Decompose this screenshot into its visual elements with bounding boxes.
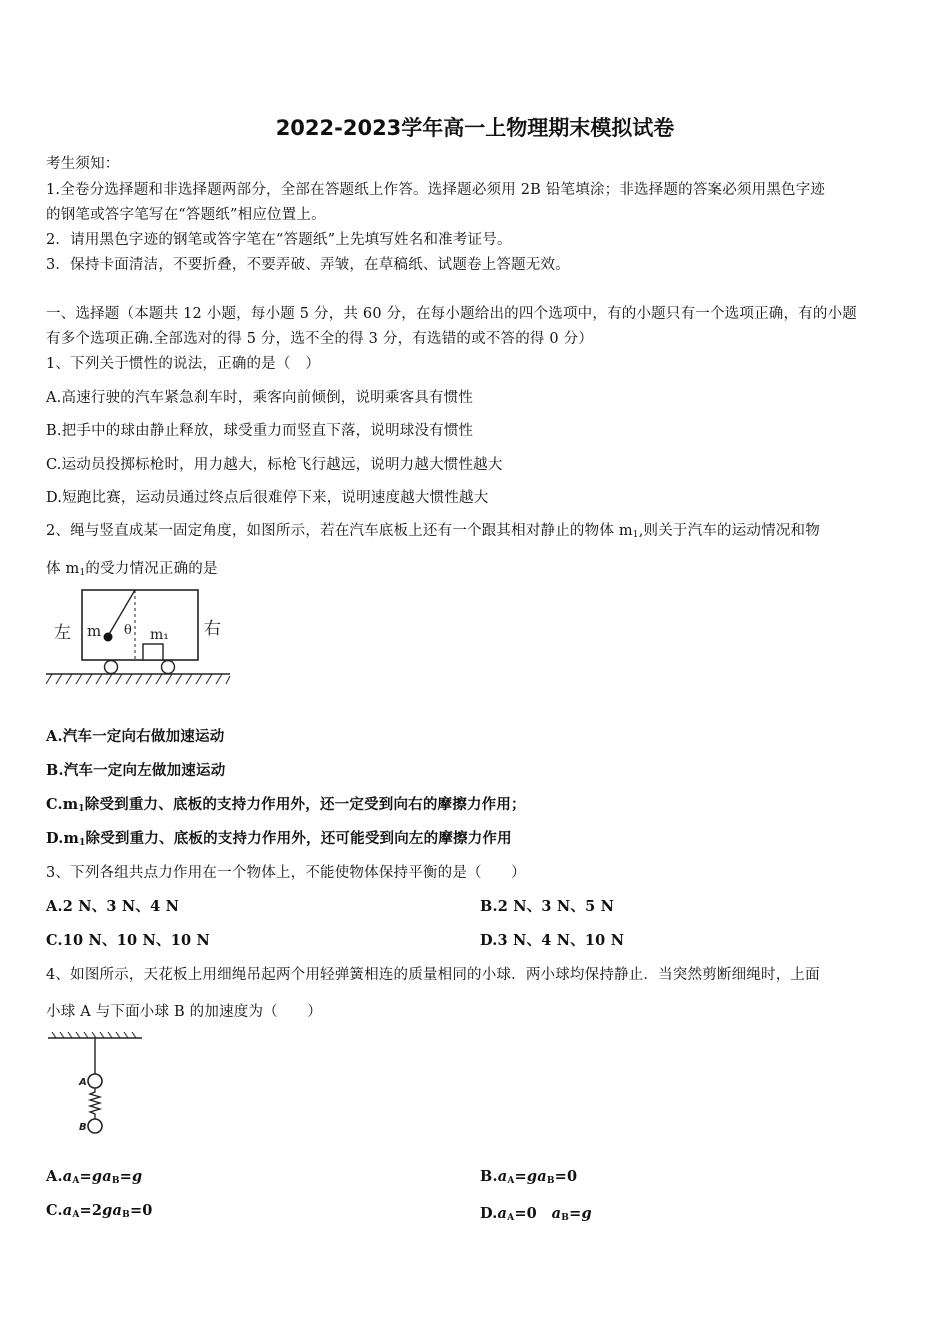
ground-hatch: [46, 674, 230, 684]
q1-stem: 1、下列关于惯性的说法，正确的是（ ）: [46, 356, 321, 372]
q1-option-a: A.高速行驶的汽车紧急刹车时，乘客向前倾倒，说明乘客具有惯性: [46, 390, 474, 406]
label-right: 右: [204, 619, 221, 639]
notice-item: 1.全卷分选择题和非选择题两部分，全部在答题纸上作答。选择题必须用 2B 铅笔填涂；非选择题的答案必须用黑色字迹: [46, 182, 826, 198]
label-b: B: [79, 1122, 87, 1133]
q4-option-a: $A.a_A=ga_B=g$: [46, 1168, 143, 1186]
notice-item: 的钢笔或答字笔写在“答题纸”相应位置上。: [46, 207, 326, 223]
q4-stem: 4、如图所示，天花板上用细绳吊起两个用轻弹簧相连的质量相同的小球．两小球均保持静止．当突然剪断细绳时，上面: [46, 967, 820, 983]
label-theta: θ: [124, 623, 132, 638]
q2-option-a: A.汽车一定向右做加速运动: [46, 728, 225, 745]
label-m1: m₁: [150, 627, 169, 643]
q1-option-c: C.运动员投掷标枪时，用力越大，标枪飞行越远，说明力越大惯性越大: [46, 457, 503, 473]
spring-balls-figure: [44, 1030, 148, 1140]
section-instructions: 一、选择题（本题共 12 小题，每小题 5 分，共 60 分，在每小题给出的四个选项中，有的小题只有一个选项正确，有的小题: [46, 306, 857, 322]
q3-row: [46, 929, 916, 950]
notice-item: 2．请用黑色字迹的钢笔或答字笔在“答题纸”上先填写姓名和准考证号。: [46, 232, 512, 248]
car-pendulum-figure: [44, 586, 234, 690]
notice-item: 3．保持卡面清洁，不要折叠，不要弄破、弄皱，在草稿纸、试题卷上答题无效。: [46, 257, 570, 273]
q3-option-c: C.10 N、10 N、10 N: [46, 932, 210, 949]
q4-row: [46, 1168, 916, 1186]
notice-heading: 考生须知：: [46, 156, 120, 172]
q4-option-b: $B.a_A=ga_B=0$: [480, 1168, 578, 1186]
q4-row: [46, 1202, 916, 1223]
q2-stem: 2、绳与竖直成某一固定角度，如图所示，若在汽车底板上还有一个跟其相对静止的物体 $m_1$,则关于汽车的运动情况和物: [46, 523, 820, 540]
q2-option-d: $D.m_1$除受到重力、底板的支持力作用外，还可能受到向左的摩擦力作用: [46, 830, 512, 848]
q3-stem: 3、下列各组共点力作用在一个物体上，不能使物体保持平衡的是（ ）: [46, 865, 526, 881]
q3-option-b: B.2 N、3 N、5 N: [480, 898, 615, 915]
label-m: m: [87, 622, 102, 640]
q2-stem: 体 $m_1$的受力情况正确的是: [46, 561, 218, 578]
page-title: 2022-2023学年高一上物理期末模拟试卷: [275, 116, 675, 140]
q4-option-c: $C.a_A=2ga_B=0$: [46, 1202, 153, 1220]
q3-option-a: A.2 N、3 N、4 N: [46, 898, 180, 915]
q3-option-d: D.3 N、4 N、10 N: [480, 932, 625, 949]
q3-row: [46, 895, 916, 916]
q1-option-b: B.把手中的球由静止释放，球受重力而竖直下落，说明球没有惯性: [46, 423, 474, 439]
q1-option-d: D.短跑比赛，运动员通过终点后很难停下来，说明速度越大惯性越大: [46, 490, 489, 506]
q4-stem: 小球 A 与下面小球 B 的加速度为（ ）: [46, 1004, 322, 1020]
label-a: A: [79, 1077, 87, 1088]
label-left: 左: [54, 623, 71, 643]
q2-option-c: $C.m_1$除受到重力、底板的支持力作用外，还一定受到向右的摩擦力作用；: [46, 796, 526, 814]
section-instructions: 有多个选项正确.全部选对的得 5 分，选不全的得 3 分，有选错的或不答的得 0 分）: [46, 331, 594, 347]
q4-option-d: $D.a_A=0$ $a_B=g$: [480, 1205, 592, 1223]
q2-option-b: B.汽车一定向左做加速运动: [46, 762, 226, 779]
